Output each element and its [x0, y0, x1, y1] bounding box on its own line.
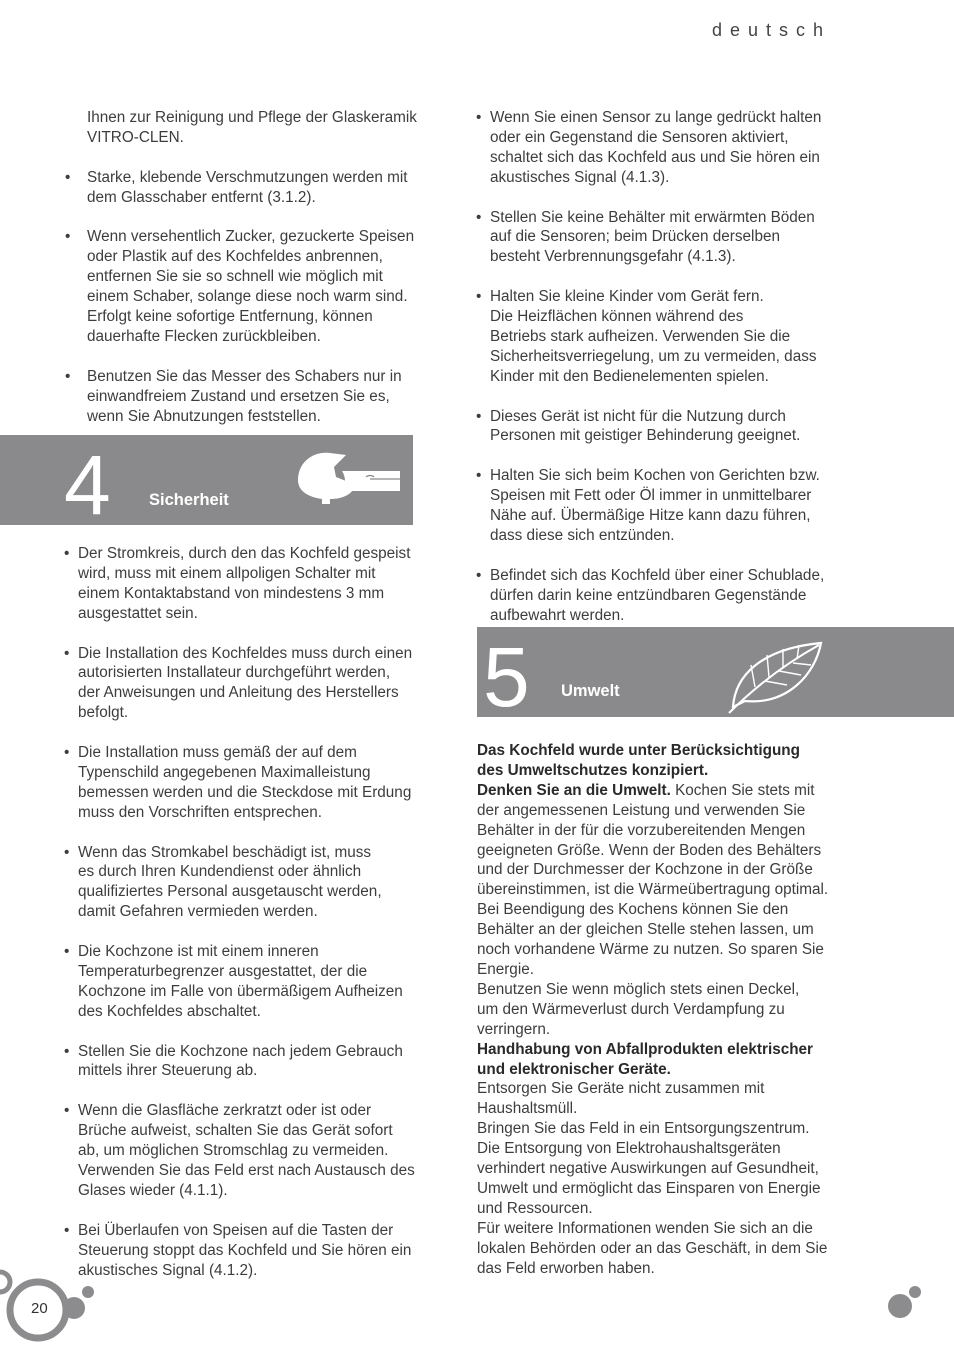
- list-item: • Wenn Sie einen Sensor zu lange gedrückt halten oder ein Gegenstand die Sensoren aktiviert, schaltet sich das Kochfeld aus und Sie hören ein akustisches Signal (4.1.3).: [476, 109, 822, 186]
- section-4-banner: [0, 435, 413, 532]
- bullet-dot: •: [64, 1042, 70, 1060]
- section-5-banner: [477, 627, 954, 724]
- section-title: Umwelt: [561, 682, 620, 700]
- weee-heading: und elektronischer Geräte.: [477, 1060, 671, 1078]
- list-item: • Befindet sich das Kochfeld über einer Schublade, dürfen darin keine entzündbaren Gegenstände aufbewahrt werden.: [476, 566, 825, 624]
- decorative-dots: [880, 1280, 930, 1324]
- bullet-dot: •: [64, 744, 70, 762]
- bullet-dot: •: [64, 545, 70, 562]
- environment-text: Das Kochfeld wurde unter Berücksichtigung des Umweltschutzes konzipiert. Denken Sie an die Umwelt. Kochen Sie stets mit der angemessenen Leistung und verwenden Sie Behälter in der für die vorzubereitenden Mengen geeigneten Größe. Wenn der Boden des Behälters und der Durchmesser der Kochzone in der Größe übereinstimmen, ist die Wärmeübertragung optimal. Bei Beendigung des Kochens können Sie den Behälter an der gleichen Stelle stehen lassen, um noch vorhandene Wärme zu nutzen. So sparen Sie Energie. Benutzen Sie wenn möglich stets einen Deckel, um den Wärmeverlust durch Verdampfung zu verringern. Handhabung von Abfallprodukten elektrischer und elektronischer Geräte. Entsorgen Sie Geräte nicht zusammen mit Haushaltsmüll. Bringen Sie das Feld in ein Entsorgungszentrum. Die Entsorgung von Elektrohaushaltsgeräten verhindert negative Auswirkungen auf Gesundheit, Umwelt und ermöglicht das Einsparen von Energie und Ressourcen. Für weitere Informationen wenden Sie sich an die lokalen Behörden oder an das Geschäft, in dem Sie das Feld erworben haben.: [477, 741, 857, 1278]
- left-intro-column: [65, 108, 437, 446]
- list-item: • Stellen Sie keine Behälter mit erwärmten Böden auf die Sensoren; beim Drücken derselben besteht Verbrennungsgefahr (4.1.3).: [476, 208, 815, 266]
- environment-heading: Das Kochfeld wurde unter Berücksichtigung: [477, 742, 800, 759]
- list-item: • Die Kochzone ist mit einem inneren Temperaturbegrenzer ausgestattet, der die Kochzone im Falle von übermäßigem Aufheizen des Kochfeldes abschaltet.: [64, 943, 403, 1020]
- bullet-dot: •: [476, 467, 482, 485]
- bullet-dot: •: [476, 208, 482, 226]
- bullet-dot: •: [476, 288, 482, 306]
- section-number: 4: [64, 438, 111, 532]
- section-number: 5: [483, 630, 530, 724]
- bullet-dot: •: [64, 1102, 70, 1120]
- bullet-dot: •: [476, 109, 482, 126]
- list-item: • Halten Sie sich beim Kochen von Gerichten bzw. Speisen mit Fett oder Öl immer in unmittelbarer Nähe auf. Übermäßige Hitze kann dazu führen, dass diese sich entzünden.: [476, 467, 820, 544]
- left-safety-column: [64, 544, 436, 1300]
- right-safety-column: [476, 108, 851, 645]
- bullet-dot: •: [64, 644, 70, 662]
- language-label: deutsch: [712, 20, 832, 40]
- list-item: • Dieses Gerät ist nicht für die Nutzung durch Personen mit geistiger Behinderung geeignet.: [476, 407, 801, 445]
- list-item: • Bei Überlaufen von Speisen auf die Tasten der Steuerung stoppt das Kochfeld und Sie hören ein akustisches Signal (4.1.2).: [64, 1221, 412, 1279]
- leaf-icon: [725, 635, 825, 715]
- bullet-dot: •: [64, 1221, 70, 1239]
- wrench-icon: [296, 449, 404, 511]
- section-title: Sicherheit: [149, 491, 229, 509]
- bullet-dot: •: [64, 943, 70, 961]
- environment-heading: des Umweltschutzes konzipiert.: [477, 761, 709, 779]
- bullet-dot: •: [65, 168, 71, 186]
- bullet-dot: •: [65, 367, 71, 385]
- list-item: • Benutzen Sie das Messer des Schabers nur in einwandfreiem Zustand und ersetzen Sie es, wenn Sie Abnutzungen feststellen.: [65, 367, 402, 425]
- list-item: • Starke, klebende Verschmutzungen werden mit dem Glasschaber entfernt (3.1.2).: [65, 168, 408, 206]
- page-number: 20: [31, 1300, 48, 1317]
- list-item: • Wenn das Stromkabel beschädigt ist, muss es durch Ihren Kundendienst oder ähnlich qualifiziertes Personal ausgetauscht werden, damit Gefahren vermieden werden.: [64, 843, 382, 921]
- list-item: • Stellen Sie die Kochzone nach jedem Gebrauch mittels ihrer Steuerung ab.: [64, 1042, 403, 1080]
- list-item: • Wenn versehentlich Zucker, gezuckerte Speisen oder Plastik auf des Kochfeldes anbrennen, entfernen Sie sie so schnell wie möglich mit einem Schaber, solange diese noch warm sind. Erfolgt keine sofortige Entfernung, können dauerhafte Flecken zurückbleiben.: [65, 228, 415, 345]
- bullet-dot: •: [64, 843, 70, 861]
- list-item: • Die Installation des Kochfeldes muss durch einen autorisierten Installateur durchgeführt werden, der Anweisungen und Anleitung des Herstellers befolgt.: [64, 644, 413, 722]
- bullet-dot: •: [65, 228, 71, 246]
- list-item: • Der Stromkreis, durch den das Kochfeld gespeist wird, muss mit einem allpoligen Schalter mit einem Kontaktabstand von mindestens 3 mm ausgestattet sein.: [64, 545, 411, 622]
- list-item: • Die Installation muss gemäß der auf dem Typenschild angegebenen Maximalleistung bemessen werden und die Steckdose mit Erdung muss den Vorschriften entsprechen.: [64, 744, 412, 821]
- continuation-text: Ihnen zur Reinigung und Pflege der Glaskeramik VITRO-CLEN.: [87, 109, 417, 146]
- list-item: • Halten Sie kleine Kinder vom Gerät fern. Die Heizflächen können während des Betriebs stark aufheizen. Verwenden Sie die Sicherheitsverriegelung, um zu vermeiden, dass Kinder mit den Bedienelementen spielen.: [476, 288, 817, 385]
- weee-heading: Handhabung von Abfallprodukten elektrischer: [477, 1040, 814, 1058]
- bullet-dot: •: [476, 566, 482, 584]
- list-item: • Wenn die Glasfläche zerkratzt oder ist oder Brüche aufweist, schalten Sie das Gerät sofort ab, um möglichen Stromschlag zu vermeiden. Verwenden Sie das Feld erst nach Austausch des Glases wieder (4.1.1).: [64, 1102, 415, 1199]
- page-number-circle: [0, 1262, 110, 1354]
- bullet-dot: •: [476, 407, 482, 425]
- think-line: Denken Sie an die Umwelt. Kochen Sie stets mit: [477, 781, 815, 799]
